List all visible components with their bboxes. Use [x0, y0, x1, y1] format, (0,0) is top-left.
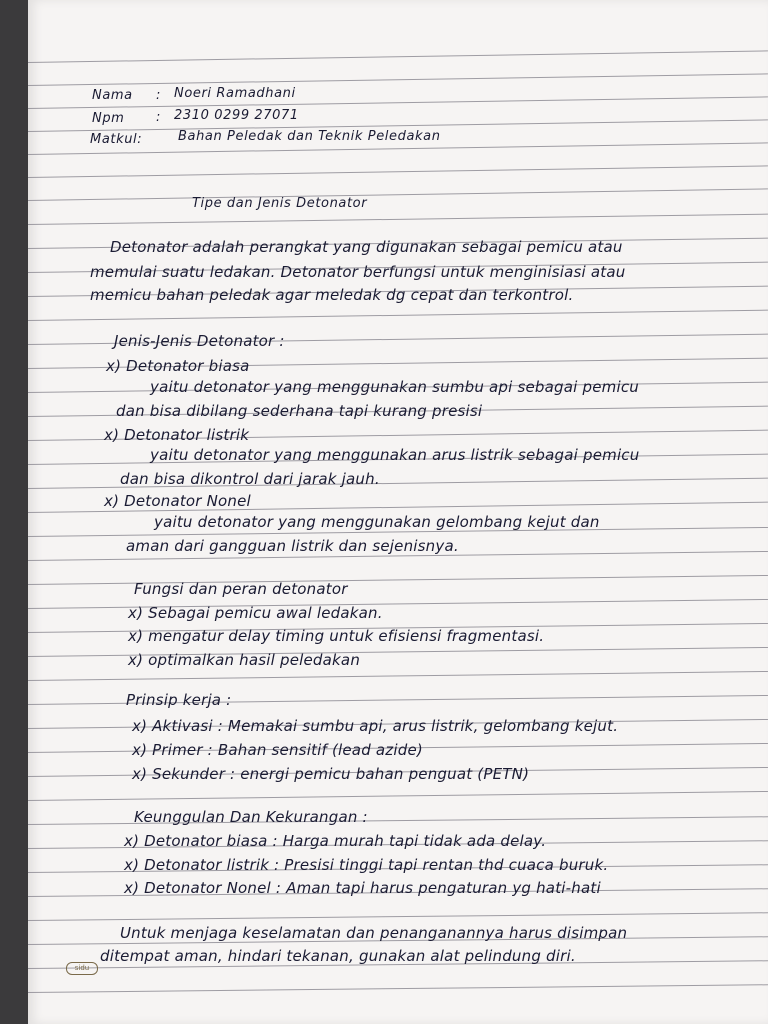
keunggulan-item: x) Detonator biasa : Harga murah tapi tidak ada delay. [124, 832, 547, 850]
keunggulan-heading: Keunggulan Dan Kekurangan : [134, 808, 368, 826]
page-title: Tipe dan Jenis Detonator [192, 196, 368, 211]
fungsi-item: x) Sebagai pemicu awal ledakan. [128, 604, 383, 622]
nama-value: Noeri Ramadhani [174, 86, 296, 101]
prinsip-item: x) Aktivasi : Memakai sumbu api, arus listrik, gelombang kejut. [132, 717, 619, 735]
colon: : [156, 88, 161, 103]
fungsi-item: x) optimalkan hasil peledakan [128, 651, 361, 669]
fungsi-heading: Fungsi dan peran detonator [134, 580, 348, 598]
keunggulan-item: x) Detonator listrik : Presisi tinggi tapi rentan thd cuaca buruk. [124, 856, 609, 874]
prinsip-heading: Prinsip kerja : [126, 691, 232, 709]
npm-label: Npm [92, 111, 125, 126]
closing-line: Untuk menjaga keselamatan dan penanganannya harus disimpan [120, 924, 628, 942]
jenis-item-desc: yaitu detonator yang menggunakan sumbu api sebagai pemicu [150, 378, 639, 396]
jenis-item-desc: dan bisa dibilang sederhana tapi kurang presisi [116, 402, 483, 420]
jenis-item-name: x) Detonator biasa [106, 357, 250, 375]
matkul-label: Matkul: [90, 132, 143, 147]
nama-label: Nama [92, 88, 133, 103]
jenis-item-name: x) Detonator listrik [104, 426, 250, 444]
npm-value: 2310 0299 27071 [174, 108, 299, 123]
page-stamp: sidu [66, 962, 98, 975]
matkul-value: Bahan Peledak dan Teknik Peledakan [178, 129, 441, 144]
jenis-item-desc: yaitu detonator yang menggunakan gelombang kejut dan [154, 513, 600, 531]
prinsip-item: x) Primer : Bahan sensitif (lead azide) [132, 741, 423, 759]
intro-line: Detonator adalah perangkat yang digunakan sebagai pemicu atau [110, 238, 623, 256]
jenis-item-desc: aman dari gangguan listrik dan sejenisnya. [126, 537, 459, 555]
closing-line: ditempat aman, hindari tekanan, gunakan alat pelindung diri. [100, 947, 576, 965]
jenis-item-desc: yaitu detonator yang menggunakan arus listrik sebagai pemicu [150, 446, 640, 464]
notebook-page [28, 0, 768, 1024]
jenis-item-name: x) Detonator Nonel [104, 492, 251, 510]
prinsip-item: x) Sekunder : energi pemicu bahan penguat (PETN) [132, 765, 530, 783]
jenis-heading: Jenis-Jenis Detonator : [114, 332, 285, 350]
intro-line: memicu bahan peledak agar meledak dg cepat dan terkontrol. [90, 286, 574, 304]
colon: : [156, 110, 161, 125]
intro-line: memulai suatu ledakan. Detonator berfungsi untuk menginisiasi atau [90, 263, 626, 281]
fungsi-item: x) mengatur delay timing untuk efisiensi fragmentasi. [128, 627, 545, 645]
keunggulan-item: x) Detonator Nonel : Aman tapi harus pengaturan yg hati-hati [124, 879, 601, 897]
jenis-item-desc: dan bisa dikontrol dari jarak jauh. [120, 470, 380, 488]
